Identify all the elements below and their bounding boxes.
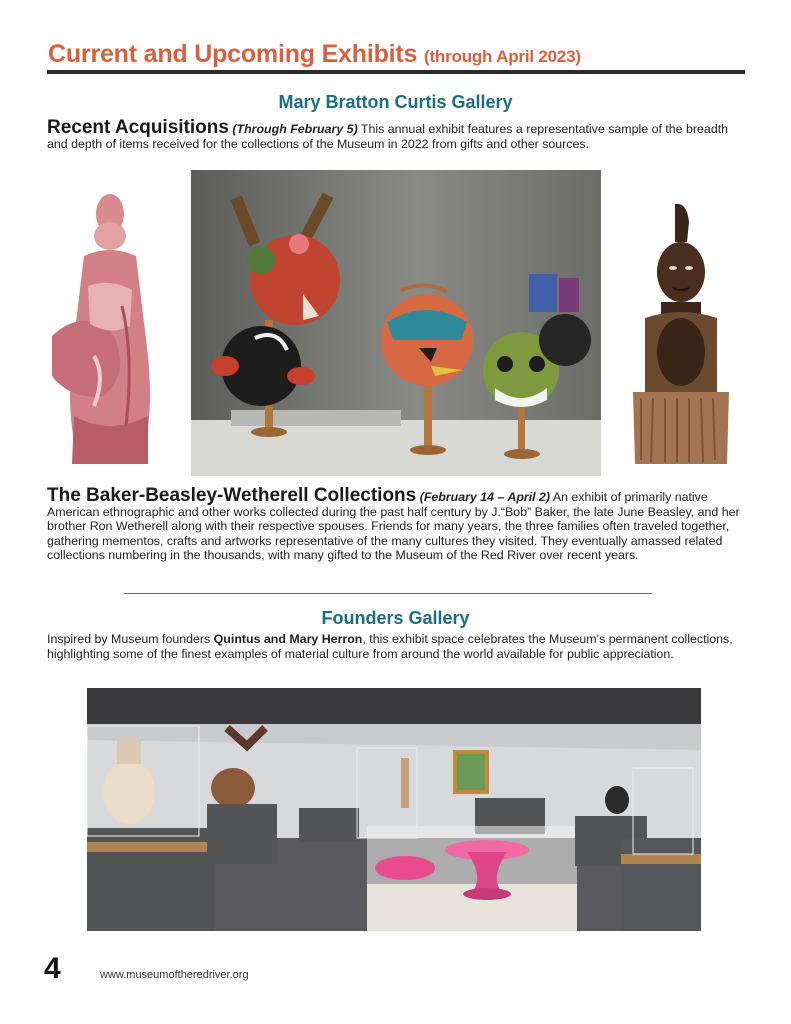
collections-title: The Baker-Beasley-Wetherell Collections [47, 485, 417, 506]
page-title-main: Current and Upcoming Exhibits [48, 40, 418, 68]
website-url: www.museumoftheredriver.org [100, 969, 249, 981]
recent-acquisitions-paragraph [47, 117, 747, 151]
founders-text-after: , this exhibit space celebrates the Museum’s permanent collections, highlighting some of the finest examples of material culture from around the world available for public appreciation. [47, 632, 733, 661]
collections-text: An exhibit of primarily native American ethnographic and other works collected during the past half century by J.“Bob” Baker, the late June Beasley, and her brother Ron Wetherell along with their respective spouses. Friends for many years, the three families often traveled together, gathering mementos, crafts and artworks representative of the many cultures they visited. They eventually amassed related collections numbering in the thousands, with many gifted to the Museum of the Red River over recent years. [47, 490, 740, 563]
recent-acquisitions-dates: (Through February 5) [232, 122, 358, 136]
collections-dates: (February 14 – April 2) [419, 490, 551, 504]
gallery-heading-curtis: Mary Bratton Curtis Gallery [278, 92, 513, 112]
founders-names: Quintus and Mary Herron [213, 632, 363, 646]
page-number: 4 [44, 952, 61, 985]
photo-exhibit-masks [191, 170, 601, 476]
photo-wooden-figure [631, 202, 731, 464]
collections-paragraph [47, 485, 747, 563]
photo-founders-gallery [87, 688, 701, 931]
founders-paragraph [47, 632, 747, 661]
photo-rose-quartz-figure [44, 186, 172, 474]
recent-acquisitions-title: Recent Acquisitions [47, 117, 229, 138]
gallery-heading-founders: Founders Gallery [321, 608, 470, 628]
header-rule [47, 70, 745, 74]
page-title [48, 40, 581, 69]
founders-text-before: Inspired by Museum founders [47, 632, 214, 646]
recent-acquisitions-text: This annual exhibit features a representative sample of the breadth and depth of items received for the collections of the Museum in 2022 from gifts and other sources. [47, 122, 729, 151]
section-divider [124, 593, 652, 594]
page-title-subtitle: (through April 2023) [423, 47, 581, 66]
